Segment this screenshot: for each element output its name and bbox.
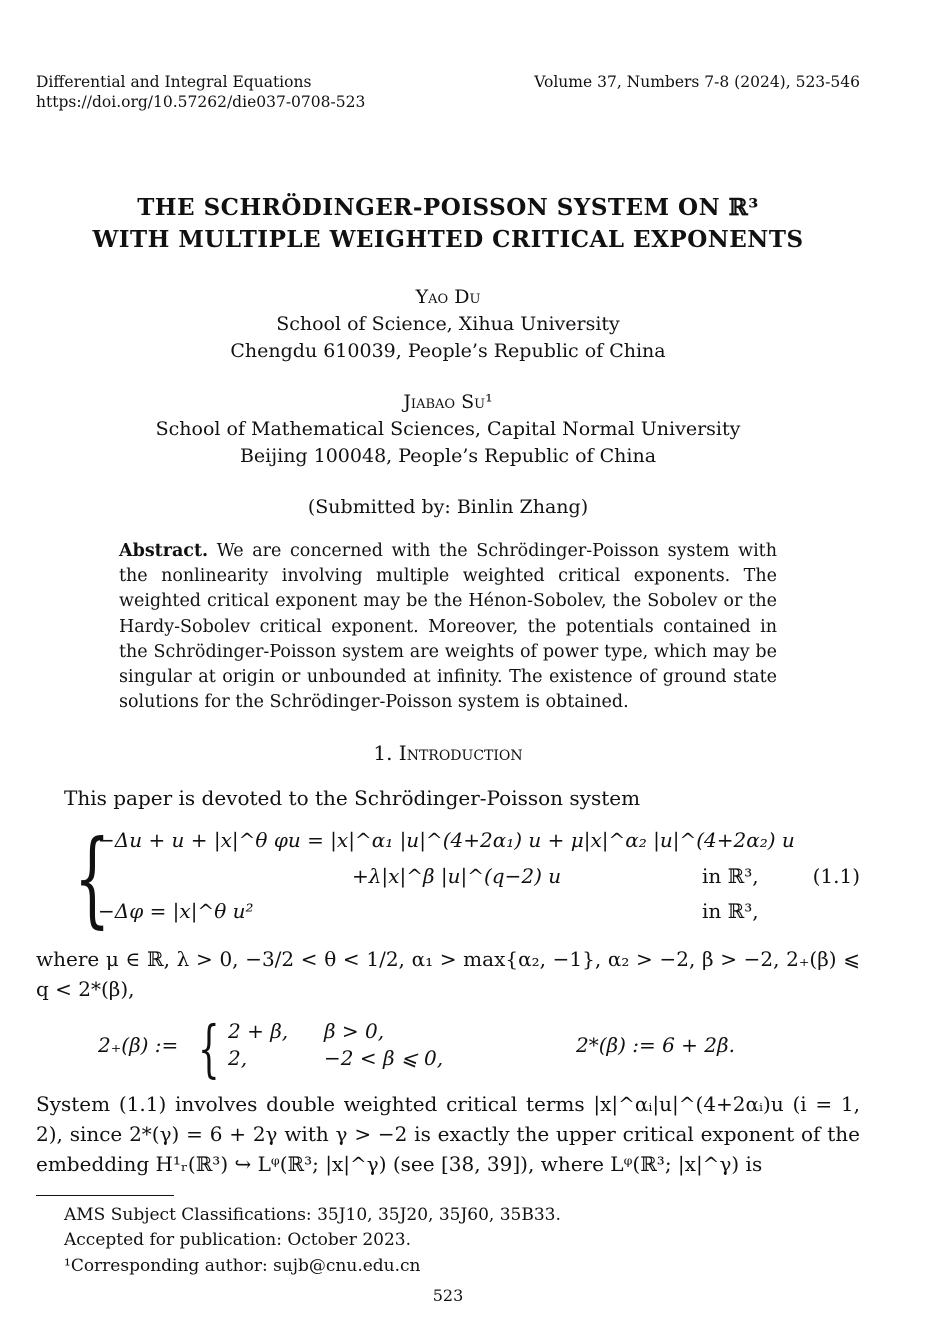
section-heading: 1. Introduction (373, 741, 523, 765)
paragraph-2: System (1.1) involves double weighted critical terms |x|^αᵢ|u|^(4+2αᵢ)u (i = 1, 2), since 2*(γ) = 6 + 2γ with γ > −2 is exactly the upper critical exponent of the embedding H¹ᵣ(ℝ³) ↪ Lᵠ(ℝ³; |x|^γ) (see [38, 39]), where Lᵠ(ℝ³; |x|^γ) is (36, 1092, 860, 1176)
title-line-2: WITH MULTIPLE WEIGHTED CRITICAL EXPONENTS (92, 226, 804, 253)
intro-sentence: This paper is devoted to the Schrödinger-Poisson system (64, 786, 641, 810)
equation-domain-2: in ℝ³, (702, 899, 759, 923)
equation-line-1: −Δu + u + |x|^θ φu = |x|^α₁ |u|^(4+2α₁) u + μ|x|^α₂ |u|^(4+2α₂) u (98, 828, 795, 852)
title-line-1: THE SCHRÖDINGER-POISSON SYSTEM ON ℝ³ (137, 194, 759, 221)
author-name: Yao Du (415, 286, 481, 308)
lower-exponent-lhs: 2₊(β) := (98, 1033, 179, 1057)
equation-number: (1.1) (812, 864, 860, 888)
author-address: Chengdu 610039, People’s Republic of China (230, 340, 666, 362)
author-affiliation: School of Mathematical Sciences, Capital Normal University (155, 418, 741, 440)
equation-domain-1: in ℝ³, (702, 864, 759, 888)
abstract (119, 539, 777, 715)
footnote-rule (36, 1195, 174, 1196)
author-block-1 (0, 284, 896, 365)
abstract-label: Abstract. (119, 541, 209, 561)
case-2-value: 2, (228, 1046, 248, 1070)
footnote-ams: AMS Subject Classifications: 35J10, 35J20, 35J60, 35B33. (64, 1205, 561, 1225)
cases-brace: { (198, 1012, 220, 1085)
case-2-condition: −2 < β ⩽ 0, (324, 1046, 444, 1070)
footnote-accepted: Accepted for publication: October 2023. (64, 1230, 411, 1250)
equation-line-2: +λ|x|^β |u|^(q−2) u (352, 864, 562, 888)
journal-name: Differential and Integral Equations (36, 73, 312, 91)
paper-title (0, 192, 896, 256)
equation-line-3: −Δφ = |x|^θ u² (98, 899, 254, 923)
doi-link[interactable]: https://doi.org/10.57262/die037-0708-523 (36, 93, 366, 111)
case-1-condition: β > 0, (324, 1019, 385, 1043)
upper-exponent-def: 2*(β) := 6 + 2β. (576, 1033, 735, 1057)
case-1-value: 2 + β, (228, 1019, 289, 1043)
author-address: Beijing 100048, People’s Republic of China (239, 445, 657, 467)
system-brace: { (74, 817, 111, 939)
author-block-2 (0, 389, 896, 470)
where-paragraph: where μ ∈ ℝ, λ > 0, −3/2 < θ < 1/2, α₁ > max{α₂, −1}, α₂ > −2, β > −2, 2₊(β) ⩽ q < 2*(β), (36, 947, 860, 1001)
author-name: Jiabao Su¹ (403, 391, 493, 413)
running-header-left (36, 72, 365, 112)
abstract-text: We are concerned with the Schrödinger-Poisson system with the nonlinearity involving multiple weighted critical exponents. The weighted critical exponent may be the Hénon-Sobolev, the Sobolev or the Hardy-Sobolev critical exponent. Moreover, the potentials contained in the Schrödinger-Poisson system are weights of power type, which may be singular at origin or unbounded at infinity. The existence of ground state solutions for the Schrödinger-Poisson system is obtained. (119, 541, 777, 713)
footnote-corresponding: ¹Corresponding author: sujb@cnu.edu.cn (64, 1256, 421, 1276)
author-affiliation: School of Science, Xihua University (276, 313, 620, 335)
volume-info: Volume 37, Numbers 7-8 (2024), 523-546 (534, 73, 860, 91)
page-number: 523 (432, 1286, 464, 1305)
submitted-by: (Submitted by: Binlin Zhang) (307, 496, 589, 518)
